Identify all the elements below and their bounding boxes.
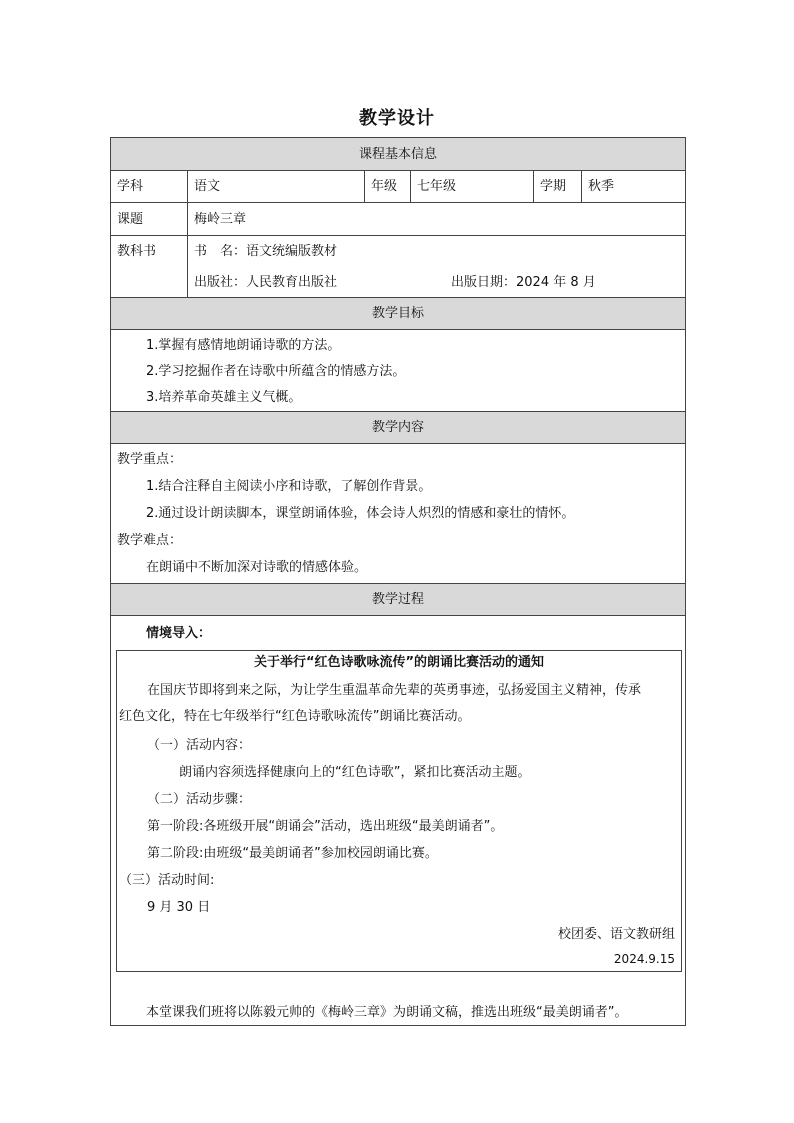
topic-value: 梅岭三章 — [194, 212, 247, 227]
section-header-basic-info: 课程基本信息 — [111, 138, 685, 171]
term-label: 学期 — [534, 171, 582, 202]
notice-title: 关于举行“红色诗歌咏流传”的朗诵比赛活动的通知 — [253, 655, 545, 670]
textbook-details — [188, 236, 685, 297]
page-title: 教学设计 — [359, 108, 435, 129]
key-point-item: 2.通过设计朗读脚本，课堂朗诵体验，体会诗人炽烈的情感和豪壮的情怀。 — [146, 506, 575, 521]
objective-item: 1.掌握有感情地朗诵诗歌的方法。 — [146, 338, 341, 353]
closing-paragraph: 本堂课我们班将以陈毅元帅的《梅岭三章》为朗诵文稿，推选出班级“最美朗诵者”。 — [146, 1005, 628, 1020]
key-points-label: 教学重点： — [117, 452, 183, 467]
book-name-line: 书 名：语文统编版教材 — [194, 244, 338, 259]
notice-time-value: 9 月 30 日 — [147, 900, 211, 915]
publisher-line: 出版社：人民教育出版社 — [194, 275, 338, 290]
notice-step-item: 第一阶段:各班级开展“朗诵会”活动，选出班级“最美朗诵者”。 — [147, 819, 504, 834]
notice-content-text: 朗诵内容须选择健康向上的“红色诗歌”，紧扣比赛活动主题。 — [179, 765, 531, 780]
info-row-topic — [111, 203, 685, 236]
section-header-content: 教学内容 — [111, 412, 685, 444]
section-header-objectives: 教学目标 — [111, 298, 685, 330]
section-header-process: 教学过程 — [111, 584, 685, 616]
lesson-plan-table — [110, 137, 686, 1026]
notice-step-item: 第二阶段:由班级“最美朗诵者”参加校园朗诵比赛。 — [147, 846, 438, 861]
term-value: 秋季 — [588, 179, 615, 194]
notice-signature: 校团委、语文教研组 — [557, 927, 675, 942]
topic-label: 课题 — [111, 203, 188, 235]
notice-heading-content: （一）活动内容： — [147, 738, 252, 753]
info-row-textbook — [111, 236, 685, 298]
subject-label: 学科 — [111, 171, 188, 202]
difficulty-label: 教学难点： — [117, 533, 183, 548]
key-point-item: 1.结合注释自主阅读小序和诗歌，了解创作背景。 — [146, 479, 432, 494]
content-block — [111, 444, 685, 584]
grade-value: 七年级 — [411, 171, 534, 202]
publish-date-line: 出版日期：2024 年 8 月 — [451, 275, 596, 290]
objective-item: 2.学习挖掘作者在诗歌中所蕴含的情感方法。 — [146, 364, 406, 379]
notice-paragraph-line: 红色文化，特在七年级举行“红色诗歌咏流传”朗诵比赛活动。 — [119, 709, 471, 724]
objectives-block — [111, 330, 685, 412]
textbook-label: 教科书 — [111, 236, 188, 297]
notice-heading-steps: （二）活动步骤： — [147, 792, 252, 807]
objective-item: 3.培养革命英雄主义气概。 — [146, 390, 302, 405]
info-row-subject — [111, 171, 685, 203]
grade-label: 年级 — [365, 171, 411, 202]
notice-box — [116, 650, 682, 972]
notice-heading-time: （三）活动时间: — [119, 873, 215, 888]
notice-date: 2024.9.15 — [613, 952, 675, 966]
subject-value: 语文 — [188, 171, 365, 202]
notice-paragraph-line: 在国庆节即将到来之际，为让学生重温革命先辈的英勇事迹，弘扬爱国主义精神，传承 — [147, 683, 642, 698]
difficulty-item: 在朗诵中不断加深对诗歌的情感体验。 — [146, 560, 368, 575]
intro-label: 情境导入： — [146, 626, 212, 641]
